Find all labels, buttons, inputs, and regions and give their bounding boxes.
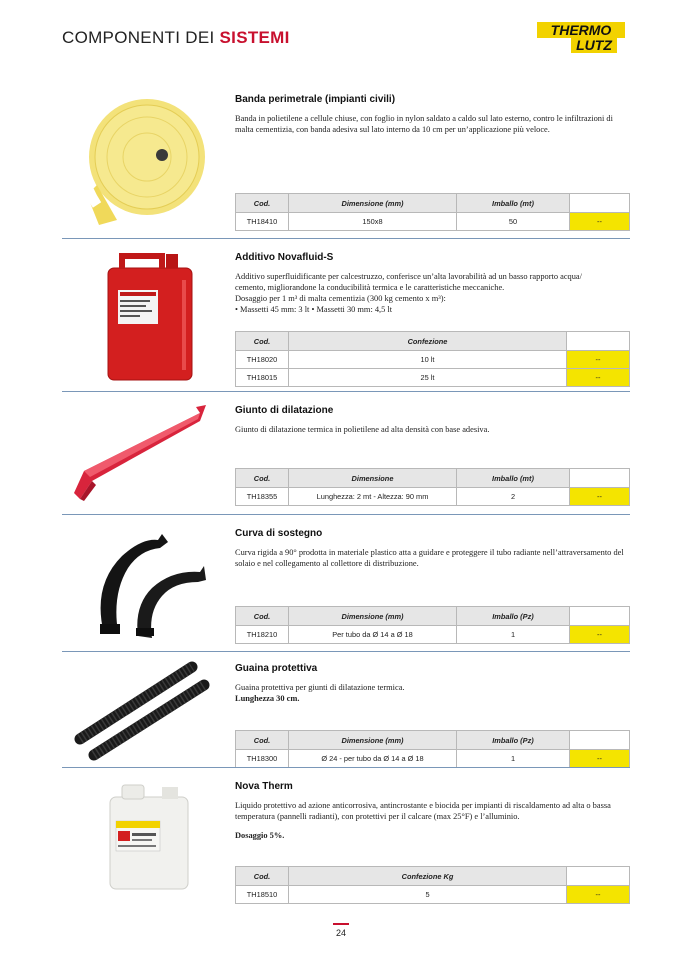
product-description: Banda in polietilene a cellule chiuse, con foglio in nylon saldato a caldo sul lato esterno, contro le infiltrazioni di malta cementizia, con banda adesiva sul lato interno da 10 cm per un’applicazione più veloce. bbox=[235, 114, 613, 134]
product-curva-sostegno bbox=[62, 516, 630, 650]
cell-code: TH18355 bbox=[236, 488, 289, 506]
product-description: Curva rigida a 90° prodotta in materiale plastico atta a guidare e proteggere il tubo radiante nell’attraversamento del solaio e nel collegamento al collettore di distribuzione. bbox=[235, 548, 624, 568]
nova-therm-content bbox=[235, 781, 630, 841]
product-title: Nova Therm bbox=[235, 781, 293, 792]
cell-price: -- bbox=[567, 886, 630, 904]
spec-table bbox=[235, 606, 630, 644]
table-row bbox=[236, 351, 630, 369]
col-cod: Cod. bbox=[236, 731, 289, 750]
col-imballo: Imballo (Pz) bbox=[457, 607, 570, 626]
table-header-row bbox=[236, 469, 630, 488]
product-title: Giunto di dilatazione bbox=[235, 405, 334, 416]
col-confezione: Confezione Kg bbox=[289, 867, 567, 886]
product-guaina-protettiva bbox=[62, 653, 630, 765]
product-title: Additivo Novafluid-S bbox=[235, 252, 334, 263]
spec-table bbox=[235, 730, 630, 768]
page-title-thin: COMPONENTI DEI bbox=[62, 28, 215, 47]
support-bend-image bbox=[82, 526, 212, 641]
guaina-content bbox=[235, 663, 630, 704]
cell-package: 10 lt bbox=[289, 351, 567, 369]
giunto-content bbox=[235, 405, 630, 435]
table-header-row bbox=[236, 867, 630, 886]
logo-text-lutz: LUTZ bbox=[576, 37, 612, 53]
table-row bbox=[236, 626, 630, 644]
cell-code: TH18210 bbox=[236, 626, 289, 644]
cell-dimension: Lunghezza: 2 mt - Altezza: 90 mm bbox=[289, 488, 457, 506]
section-divider bbox=[62, 514, 630, 515]
description-line: Additivo superfluidificante per calcestruzzo, conferisce un’alta lavorabilità ad un basso rapporto acqua/ bbox=[235, 272, 582, 281]
spec-table bbox=[235, 331, 630, 387]
col-cod: Cod. bbox=[236, 194, 289, 213]
cell-price: -- bbox=[570, 488, 630, 506]
product-description bbox=[235, 682, 630, 704]
col-dimensione: Dimensione (mm) bbox=[289, 607, 457, 626]
product-title: Banda perimetrale (impianti civili) bbox=[235, 94, 396, 105]
description-bold: Lunghezza 30 cm. bbox=[235, 694, 300, 703]
description-text: Guaina protettiva per giunti di dilatazione termica. bbox=[235, 683, 405, 692]
cell-package: 25 lt bbox=[289, 369, 567, 387]
product-banda-perimetrale bbox=[62, 80, 630, 240]
col-price bbox=[570, 194, 630, 213]
curva-content bbox=[235, 528, 630, 569]
page-number-bar bbox=[333, 923, 349, 925]
page-number-text: 24 bbox=[335, 928, 346, 938]
col-cod: Cod. bbox=[236, 607, 289, 626]
canister-red-image bbox=[82, 250, 212, 390]
col-price bbox=[570, 607, 630, 626]
description-line: cemento, migliorandone la conducibilità termica e le caratteristiche meccaniche. bbox=[235, 283, 505, 292]
product-description: Giunto di dilatazione termica in polietilene ad alta densità con base adesiva. bbox=[235, 425, 490, 434]
col-imballo: Imballo (Pz) bbox=[457, 731, 570, 750]
cell-package: 5 bbox=[289, 886, 567, 904]
cell-dimension: Ø 24 - per tubo da Ø 14 a Ø 18 bbox=[289, 750, 457, 768]
page-number bbox=[330, 928, 352, 938]
cell-price: -- bbox=[570, 750, 630, 768]
page-title bbox=[62, 28, 290, 48]
col-dimensione: Dimensione (mm) bbox=[289, 731, 457, 750]
cell-code: TH18410 bbox=[236, 213, 289, 231]
section-divider bbox=[62, 391, 630, 392]
col-imballo: Imballo (mt) bbox=[457, 194, 570, 213]
expansion-joint-image bbox=[70, 401, 210, 506]
col-cod: Cod. bbox=[236, 867, 289, 886]
table-header-row bbox=[236, 194, 630, 213]
col-dimensione: Dimensione (mm) bbox=[289, 194, 457, 213]
col-confezione: Confezione bbox=[289, 332, 567, 351]
table-row bbox=[236, 488, 630, 506]
table-row bbox=[236, 750, 630, 768]
col-price bbox=[567, 332, 630, 351]
table-row bbox=[236, 886, 630, 904]
table-header-row bbox=[236, 607, 630, 626]
col-price bbox=[567, 867, 630, 886]
product-dosage bbox=[235, 830, 630, 841]
protective-sheath-image bbox=[70, 661, 210, 761]
page-title-bold: SISTEMI bbox=[219, 28, 290, 47]
cell-packaging: 50 bbox=[457, 213, 570, 231]
logo-text-thermo: THERMO bbox=[550, 22, 612, 38]
col-price bbox=[570, 469, 630, 488]
cell-packaging: 1 bbox=[457, 626, 570, 644]
cell-packaging: 1 bbox=[457, 750, 570, 768]
cell-code: TH18020 bbox=[236, 351, 289, 369]
cell-dimension: 150x8 bbox=[289, 213, 457, 231]
product-description: Liquido protettivo ad azione anticorrosiva, antincrostante e biocida per impianti di riscaldamento ad alta o bassa temperatura (pannelli radianti), con protettivi per il calcare (max 25°F) e l’alluminio. bbox=[235, 801, 611, 821]
product-description bbox=[235, 271, 630, 315]
banda-roll-image bbox=[67, 85, 227, 225]
table-header-row bbox=[236, 731, 630, 750]
table-header-row bbox=[236, 332, 630, 351]
section-divider bbox=[62, 651, 630, 652]
cell-code: TH18510 bbox=[236, 886, 289, 904]
thermolutz-logo bbox=[531, 18, 631, 56]
col-imballo: Imballo (mt) bbox=[457, 469, 570, 488]
cell-price: -- bbox=[570, 213, 630, 231]
product-additivo-novafluid bbox=[62, 240, 630, 390]
cell-code: TH18015 bbox=[236, 369, 289, 387]
product-title: Guaina protettiva bbox=[235, 663, 318, 674]
table-row bbox=[236, 369, 630, 387]
cell-code: TH18300 bbox=[236, 750, 289, 768]
description-line: • Massetti 45 mm: 3 lt • Massetti 30 mm: 4,5 lt bbox=[235, 305, 393, 314]
cell-price: -- bbox=[570, 626, 630, 644]
novafluid-content bbox=[235, 252, 630, 315]
description-line: Dosaggio per 1 m³ di malta cementizia (300 kg cemento x m³): bbox=[235, 294, 446, 303]
spec-table bbox=[235, 468, 630, 506]
product-nova-therm bbox=[62, 769, 630, 909]
cell-price: -- bbox=[567, 369, 630, 387]
banda-content bbox=[235, 94, 630, 135]
product-giunto-dilatazione bbox=[62, 393, 630, 513]
col-cod: Cod. bbox=[236, 469, 289, 488]
col-price bbox=[570, 731, 630, 750]
table-row bbox=[236, 213, 630, 231]
cell-dimension: Per tubo da Ø 14 a Ø 18 bbox=[289, 626, 457, 644]
cell-price: -- bbox=[567, 351, 630, 369]
section-divider bbox=[62, 238, 630, 239]
description-bold: Dosaggio 5%. bbox=[235, 831, 285, 840]
spec-table bbox=[235, 866, 630, 904]
spec-table bbox=[235, 193, 630, 231]
col-dimensione: Dimensione bbox=[289, 469, 457, 488]
section-divider bbox=[62, 767, 630, 768]
col-cod: Cod. bbox=[236, 332, 289, 351]
cell-packaging: 2 bbox=[457, 488, 570, 506]
white-canister-image bbox=[102, 783, 197, 893]
product-title: Curva di sostegno bbox=[235, 528, 323, 539]
